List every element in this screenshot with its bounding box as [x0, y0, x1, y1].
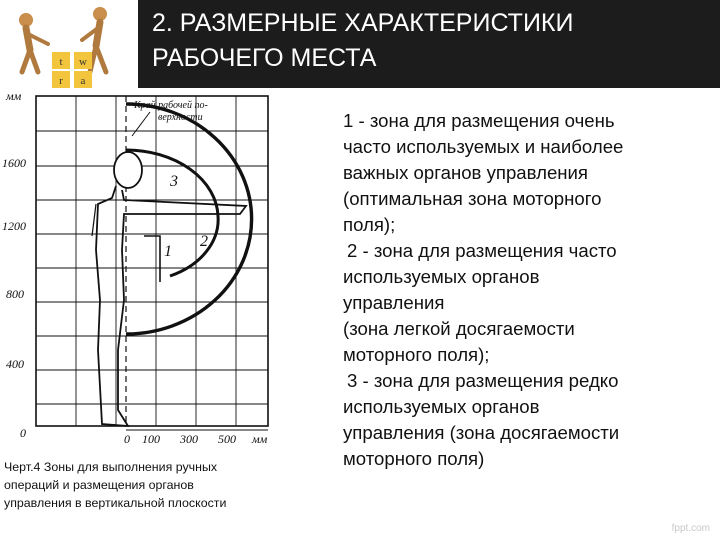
y-tick-1600: 1600 — [2, 156, 26, 170]
watermark: fppt.com — [671, 523, 710, 534]
work-zones-figure — [0, 92, 300, 454]
desc-line-7: используемых органов — [343, 266, 540, 287]
mannequin-logo — [0, 0, 138, 90]
desc-line-9: (зона легкой досягаемости — [343, 318, 575, 339]
y-tick-0: 0 — [20, 426, 26, 440]
slide-title-line-1: 2. РАЗМЕРНЫЕ ХАРАКТЕРИСТИКИ — [152, 9, 574, 37]
desc-line-3: важных органов управления — [343, 162, 589, 183]
logo-letter-r: r — [59, 75, 63, 87]
y-tick-1200: 1200 — [2, 219, 26, 233]
logo-letter-w: w — [79, 56, 87, 68]
zone-label-2: 2 — [200, 233, 208, 250]
desc-line-10: моторного поля); — [343, 344, 490, 365]
caption-line-1: Черт.4 Зоны для выполнения ручных — [4, 460, 218, 474]
desc-line-14: моторного поля) — [343, 448, 485, 469]
desc-line-5: поля); — [343, 214, 396, 235]
logo-letter-a: a — [80, 75, 86, 87]
edge-label-line-1: Край рабочей по- — [134, 100, 208, 111]
zones-description — [343, 108, 703, 472]
desc-line-2: часто используемых и наиболее — [343, 136, 624, 157]
zone-label-1: 1 — [164, 243, 172, 260]
x-tick-100: 100 — [142, 432, 160, 446]
slide-title — [152, 6, 712, 76]
desc-line-11: 3 - зона для размещения редко — [347, 370, 619, 391]
caption-line-3: управления в вертикальной плоскости — [4, 496, 227, 510]
edge-label-line-2: верхности — [158, 112, 203, 123]
x-tick-300: 300 — [180, 432, 198, 446]
desc-line-1: 1 - зона для размещения очень — [343, 110, 615, 131]
x-tick-500: 500 — [218, 432, 236, 446]
x-tick-0: 0 — [124, 432, 130, 446]
desc-line-4: (оптимальная зона моторного — [343, 188, 602, 209]
x-tick-unit: мм — [252, 432, 268, 446]
desc-line-12: используемых органов — [343, 396, 540, 417]
desc-line-8: управления — [343, 292, 445, 313]
y-axis-unit: мм — [6, 92, 22, 103]
y-tick-400: 400 — [6, 357, 24, 371]
zone-label-3: 3 — [170, 173, 178, 190]
logo-letter-t: t — [59, 56, 63, 68]
figure-caption — [4, 458, 304, 512]
slide-title-line-2: РАБОЧЕГО МЕСТА — [152, 44, 377, 72]
desc-line-6: 2 - зона для размещения часто — [347, 240, 617, 261]
desc-line-13: управления (зона досягаемости — [343, 422, 620, 443]
caption-line-2: операций и размещения органов — [4, 478, 194, 492]
y-tick-800: 800 — [6, 287, 24, 301]
